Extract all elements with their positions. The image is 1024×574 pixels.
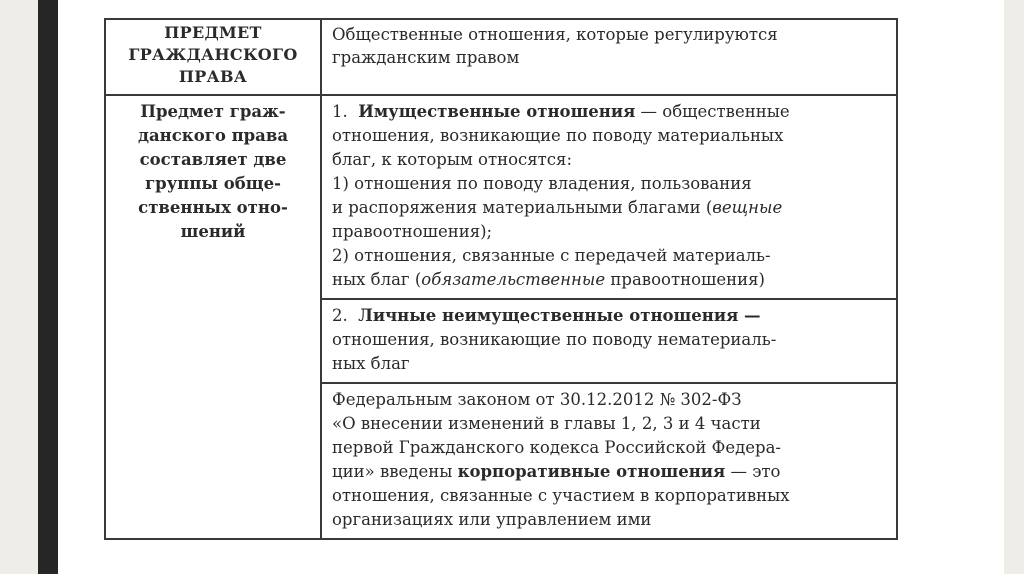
property-item1-pre: и распоряжения материальными благами ( <box>332 198 713 217</box>
property-item1-line1: 1) отношения по поводу владения, пользования <box>332 174 752 193</box>
property-item2-pre: ных благ ( <box>332 270 422 289</box>
header-right-line: Общественные отношения, которые регулируются <box>332 25 778 44</box>
corporate-line-3: первой Гражданского кодекса Российской Федера- <box>332 438 782 457</box>
property-item2-line1: 2) отношения, связанные с передачей материаль- <box>332 246 771 265</box>
header-right-cell <box>321 19 897 95</box>
corporate-relations-cell <box>321 383 897 539</box>
property-line-1 <box>332 100 888 124</box>
property-item1-italic: вещные <box>712 198 783 217</box>
corporate-line-6: организациях или управлением ими <box>332 510 652 529</box>
personal-dash: — <box>738 306 761 325</box>
personal-line-1 <box>332 304 888 328</box>
subject-line: ственных отно- <box>138 198 288 217</box>
property-line1-rest: общественные <box>657 102 790 121</box>
subject-line: составляет две <box>139 150 287 169</box>
property-item2-post: правоотношения) <box>605 270 765 289</box>
subject-line: Предмет граж- <box>140 102 286 121</box>
property-dash: — <box>635 102 658 121</box>
property-item1-line2 <box>332 196 888 220</box>
table-header-row <box>105 19 897 95</box>
property-relations-cell <box>321 95 897 299</box>
personal-number: 2. <box>332 306 348 325</box>
subject-description-cell <box>105 95 321 539</box>
corporate-line-1: Федеральным законом от 30.12.2012 № 302-ФЗ <box>332 390 742 409</box>
personal-line-2: отношения, возникающие по поводу нематериаль- <box>332 330 777 349</box>
personal-title: Личные неимущественные отношения <box>358 306 739 325</box>
corporate-title: корпоративные отношения <box>457 462 726 481</box>
corporate-line4-pre: ции» введены <box>332 462 458 481</box>
header-right-line: гражданским правом <box>332 48 520 67</box>
property-number: 1. <box>332 102 348 121</box>
corporate-line4-post: — это <box>725 462 781 481</box>
property-line-2: отношения, возникающие по поводу материальных <box>332 126 784 145</box>
subject-line: данского права <box>137 126 289 145</box>
personal-relations-cell <box>321 299 897 383</box>
property-item2-italic: обязательственные <box>421 270 606 289</box>
property-title: Имущественные отношения <box>358 102 636 121</box>
left-dark-bar <box>38 0 58 574</box>
table-row-property <box>105 95 897 299</box>
corporate-line-2: «О внесении изменений в главы 1, 2, 3 и 4 части <box>332 414 761 433</box>
header-left-line: ГРАЖДАНСКОГО <box>128 45 298 64</box>
header-left-line: ПРАВА <box>178 67 248 86</box>
property-item2-line2 <box>332 268 888 292</box>
subject-line: шений <box>180 222 246 241</box>
property-item1-line3: правоотношения); <box>332 222 493 241</box>
property-line-3: благ, к которым относятся: <box>332 150 573 169</box>
civil-law-subject-table <box>104 18 898 540</box>
header-left-line: ПРЕДМЕТ <box>164 23 262 42</box>
corporate-line-4 <box>332 460 888 484</box>
header-left-cell <box>105 19 321 95</box>
corporate-line-5: отношения, связанные с участием в корпоративных <box>332 486 790 505</box>
personal-line-3: ных благ <box>332 354 410 373</box>
subject-line: группы обще- <box>145 174 281 193</box>
